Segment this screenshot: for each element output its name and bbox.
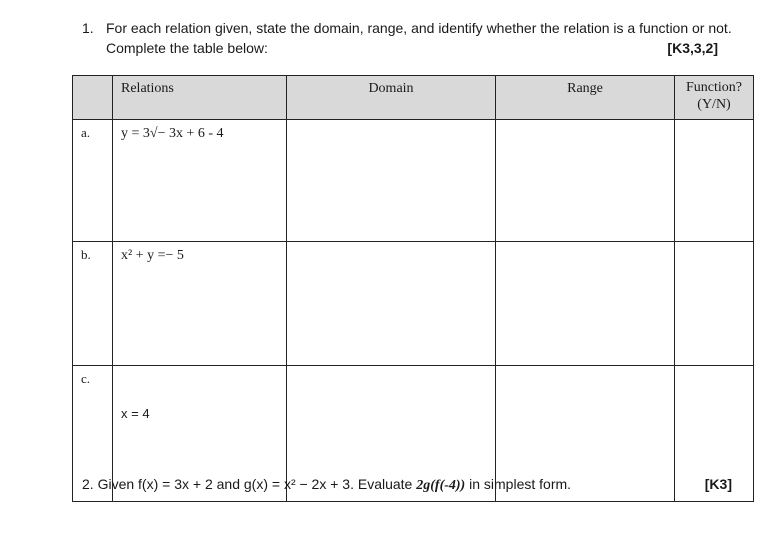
header-range: Range (496, 76, 675, 120)
question-2-marks: [K3] (704, 476, 732, 492)
range-cell[interactable] (496, 242, 675, 366)
function-cell[interactable] (675, 120, 754, 242)
table-header-row (73, 76, 754, 120)
range-cell[interactable] (496, 120, 675, 242)
question-2 (82, 476, 742, 494)
question-1-number: 1. (82, 20, 94, 36)
row-label: b. (73, 242, 113, 366)
question-2-text: Given f(x) = 3x + 2 and g(x) = x² − 2x + 3. Evaluate (97, 476, 417, 492)
relation-cell: y = 3√− 3x + 6 - 4 (113, 120, 287, 242)
header-domain: Domain (287, 76, 496, 120)
question-2-expression: 2g(f(-4)) (416, 478, 466, 493)
relation-cell: x = 4 (113, 366, 287, 502)
relation-cell: x² + y =− 5 (113, 242, 287, 366)
question-1 (82, 18, 732, 58)
question-2-text-end: in simplest form. (465, 476, 572, 492)
row-label: a. (73, 120, 113, 242)
row-label: c. (73, 366, 113, 502)
domain-cell[interactable] (287, 120, 496, 242)
header-relations: Relations (113, 76, 287, 120)
question-2-number: 2. (82, 476, 94, 492)
question-1-text: For each relation given, state the domain, range, and identify whether the relation is a function or not. Complete the table below: (106, 20, 732, 56)
table-row (73, 242, 754, 366)
table-row (73, 120, 754, 242)
header-function-line2: (Y/N) (697, 97, 731, 112)
relations-table (72, 75, 754, 502)
function-cell[interactable] (675, 242, 754, 366)
domain-cell[interactable] (287, 242, 496, 366)
header-function (675, 76, 754, 120)
header-blank (73, 76, 113, 120)
header-function-line1: Function? (686, 80, 742, 95)
question-1-marks: [K3,3,2] (667, 40, 718, 56)
